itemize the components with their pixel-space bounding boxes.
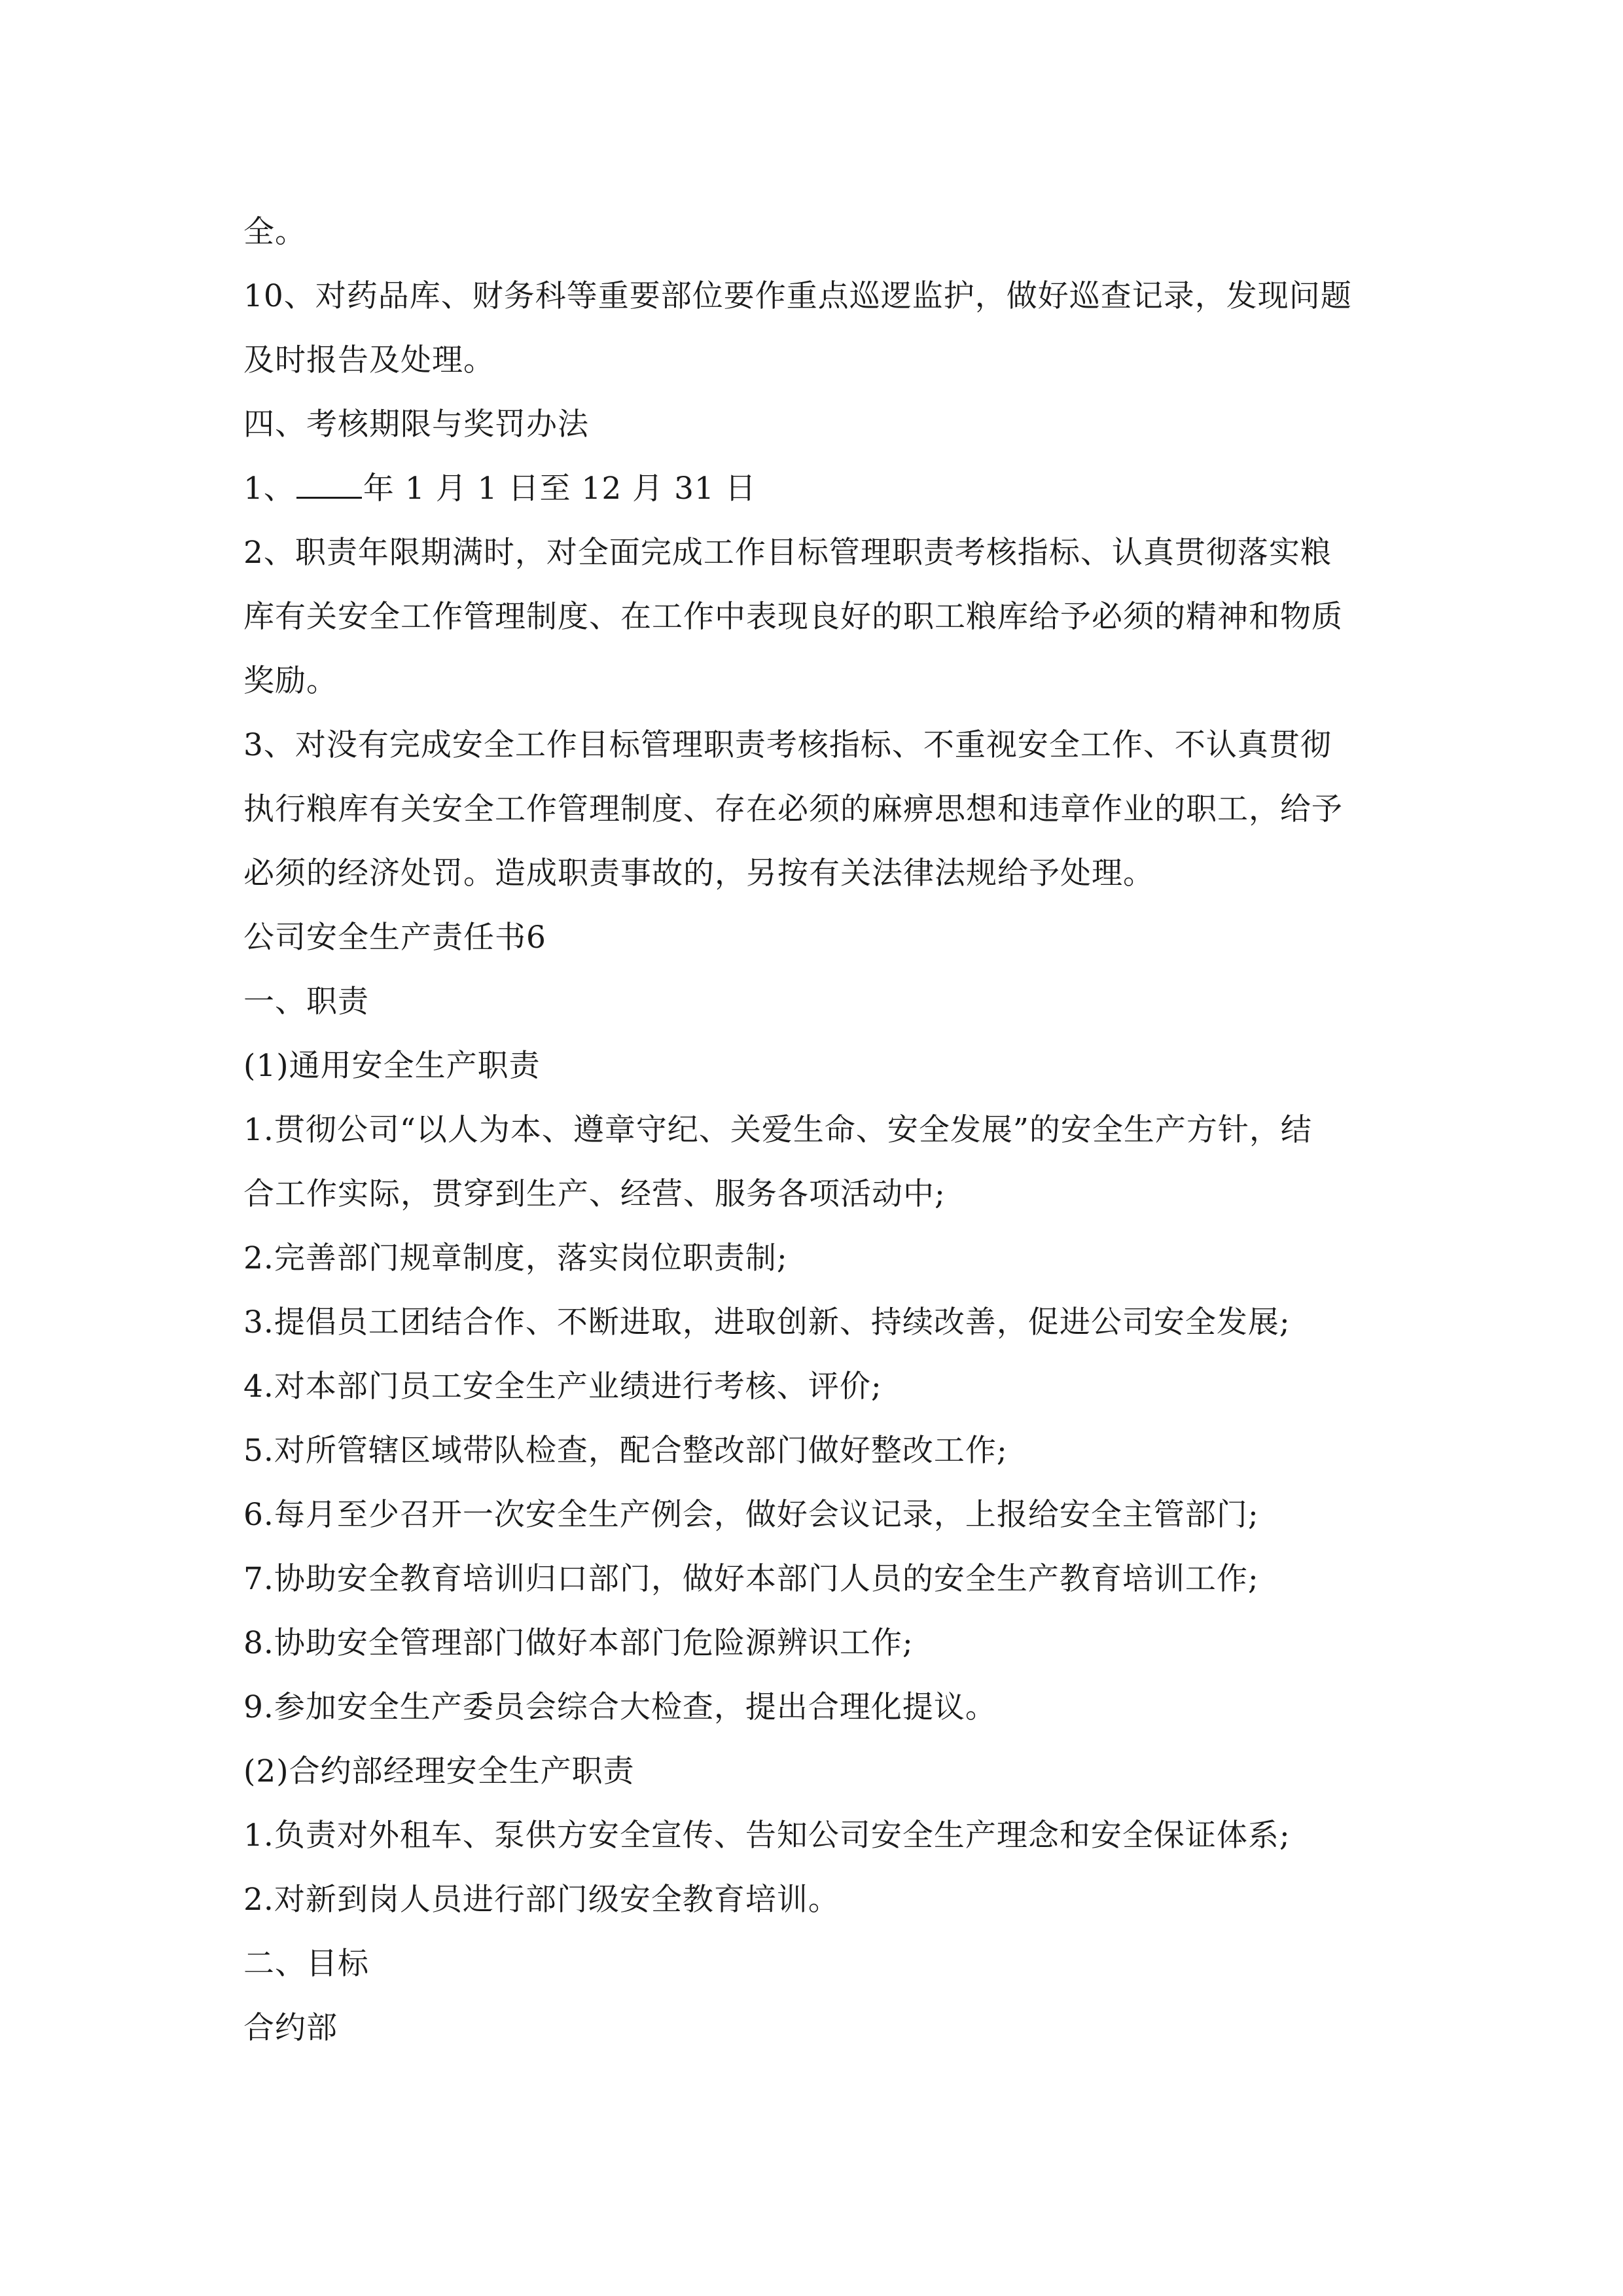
- fill-in-blank: [296, 460, 362, 499]
- text-line: 执行粮库有关安全工作管理制度、存在必须的麻痹思想和违章作业的职工，给予: [243, 791, 1343, 827]
- text-line: 3.提倡员工团结合作、不断进取，进取创新、持续改善，促进公司安全发展;: [243, 1304, 1291, 1340]
- document-body: [243, 200, 1382, 2060]
- text-line: 2、职责年限期满时，对全面完成工作目标管理职责考核指标、认真贯彻落实粮: [243, 535, 1332, 571]
- text-line: 6.每月至少召开一次安全生产例会，做好会议记录，上报给安全主管部门;: [243, 1497, 1259, 1533]
- subsection-heading: (2)合约部经理安全生产职责: [243, 1753, 635, 1789]
- period-line: [243, 457, 1382, 521]
- text-line: 10、对药品库、财务科等重要部位要作重点巡逻监护，做好巡查记录，发现问题: [243, 278, 1352, 314]
- text-line: 7.协助安全教育培训归口部门，做好本部门人员的安全生产教育培训工作;: [243, 1561, 1259, 1597]
- text-line: 库有关安全工作管理制度、在工作中表现良好的职工粮库给予必须的精神和物质: [243, 599, 1343, 635]
- section-heading: 二、目标: [243, 1946, 369, 1982]
- document-title: 公司安全生产责任书6: [243, 920, 546, 956]
- subsection-heading: (1)通用安全生产职责: [243, 1048, 541, 1084]
- section-heading: 四、考核期限与奖罚办法: [243, 406, 589, 442]
- text-line: 合工作实际，贯穿到生产、经营、服务各项活动中;: [243, 1176, 946, 1212]
- text-line: 及时报告及处理。: [243, 342, 495, 378]
- text-line: 2.完善部门规章制度，落实岗位职责制;: [243, 1240, 788, 1276]
- text-line: 必须的经济处罚。造成职责事故的，另按有关法律法规给予处理。: [243, 855, 1154, 891]
- period-suffix: 年 1 月 1 日至 12 月 31 日: [363, 471, 757, 507]
- text-line: 合约部: [243, 2010, 338, 2046]
- section-heading: 一、职责: [243, 984, 369, 1020]
- text-line: 奖励。: [243, 663, 338, 699]
- text-line: 3、对没有完成安全工作目标管理职责考核指标、不重视安全工作、不认真贯彻: [243, 727, 1332, 763]
- text-line: 全。: [243, 214, 306, 250]
- text-line: 2.对新到岗人员进行部门级安全教育培训。: [243, 1882, 840, 1918]
- period-prefix: 1、: [243, 471, 295, 507]
- text-line: 8.协助安全管理部门做好本部门危险源辨识工作;: [243, 1625, 914, 1661]
- text-line: 5.对所管辖区域带队检查，配合整改部门做好整改工作;: [243, 1433, 1008, 1469]
- text-line: 1.负责对外租车、泵供方安全宣传、告知公司安全生产理念和安全保证体系;: [243, 1818, 1291, 1854]
- text-line: 9.参加安全生产委员会综合大检查，提出合理化提议。: [243, 1689, 997, 1725]
- text-line: 1.贯彻公司“以人为本、遵章守纪、关爱生命、安全发展”的安全生产方针，结: [243, 1112, 1312, 1148]
- text-line: 4.对本部门员工安全生产业绩进行考核、评价;: [243, 1369, 882, 1405]
